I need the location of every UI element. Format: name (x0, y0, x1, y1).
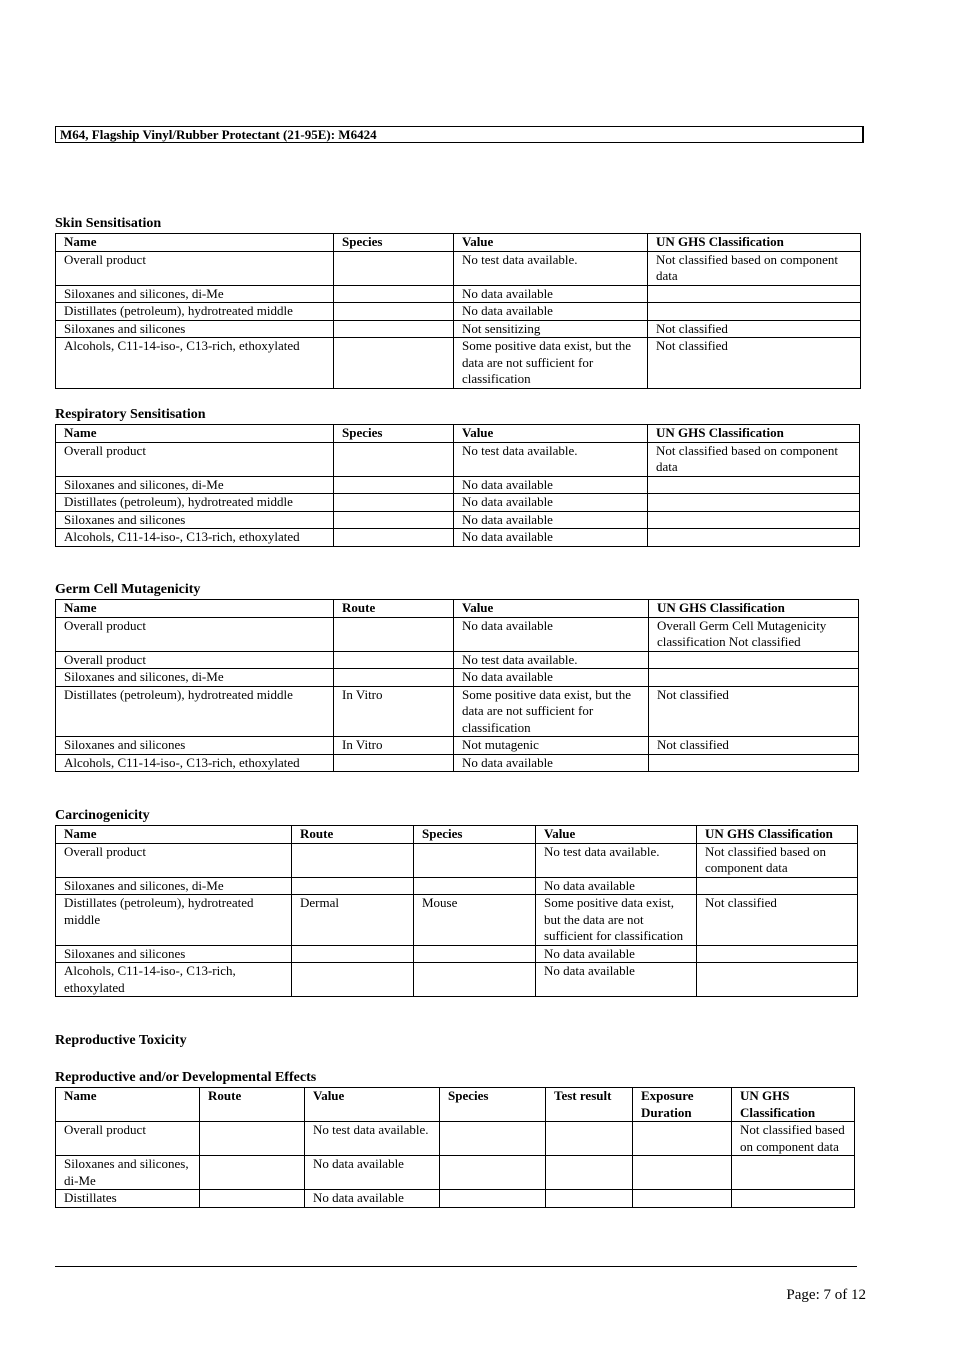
table-cell: Mouse (414, 895, 536, 946)
table-cell: Distillates (56, 1190, 200, 1208)
table-cell (200, 1190, 305, 1208)
germ-cell-mutagenicity-title: Germ Cell Mutagenicity (55, 582, 201, 597)
table-row (56, 251, 861, 285)
table-cell (334, 476, 454, 494)
table-cell: Distillates (petroleum), hydrotreated middle (56, 686, 334, 737)
table-cell (334, 511, 454, 529)
column-header: Name (56, 234, 334, 252)
table-cell: Siloxanes and silicones (56, 945, 292, 963)
table-cell (334, 285, 454, 303)
table-cell: Not classified (648, 320, 861, 338)
table-cell: Distillates (petroleum), hydrotreated middle (56, 895, 292, 946)
table-cell (697, 877, 858, 895)
page-number: Page: 7 of 12 (786, 1287, 866, 1303)
table-header-row (56, 600, 859, 618)
carcinogenicity-table (55, 825, 858, 997)
table-row (56, 945, 858, 963)
table-cell (732, 1190, 855, 1208)
table-cell (334, 617, 454, 651)
table-row (56, 877, 858, 895)
table-cell: Not classified (648, 338, 861, 389)
table-row (56, 669, 859, 687)
table-cell: Dermal (292, 895, 414, 946)
table-row (56, 963, 858, 997)
table-cell (648, 303, 861, 321)
table-header-row (56, 234, 861, 252)
table-cell (697, 963, 858, 997)
table-cell: Siloxanes and silicones, di-Me (56, 476, 334, 494)
table-cell: In Vitro (334, 686, 454, 737)
column-header: Route (200, 1088, 305, 1122)
column-header: Test result (546, 1088, 633, 1122)
table-cell: Siloxanes and silicones (56, 737, 334, 755)
table-row (56, 617, 859, 651)
table-cell (200, 1156, 305, 1190)
table-row (56, 338, 861, 389)
table-cell (546, 1190, 633, 1208)
table-cell (440, 1122, 546, 1156)
respiratory-sensitisation-table (55, 424, 860, 547)
table-cell: Not mutagenic (454, 737, 649, 755)
table-row (56, 686, 859, 737)
column-header: UN GHS Classification (649, 600, 859, 618)
column-header: Value (454, 600, 649, 618)
table-cell: Not classified (649, 737, 859, 755)
table-cell: Overall product (56, 617, 334, 651)
table-cell: Distillates (petroleum), hydrotreated middle (56, 303, 334, 321)
table-cell (649, 669, 859, 687)
table-cell (648, 529, 860, 547)
table-cell: Not classified based on component data (732, 1122, 855, 1156)
table-cell: Alcohols, C11-14-iso-, C13-rich, ethoxylated (56, 338, 334, 389)
table-cell (414, 877, 536, 895)
table-cell: Siloxanes and silicones, di-Me (56, 669, 334, 687)
respiratory-sensitisation-title: Respiratory Sensitisation (55, 407, 206, 422)
column-header: Value (454, 425, 648, 443)
column-header: Name (56, 600, 334, 618)
table-cell: Some positive data exist, but the data are not sufficient for classification (536, 895, 697, 946)
column-header: Species (334, 425, 454, 443)
skin-sensitisation-title: Skin Sensitisation (55, 216, 162, 231)
table-row (56, 1156, 855, 1190)
column-header: Species (334, 234, 454, 252)
table-cell: Alcohols, C11-14-iso-, C13-rich, ethoxylated (56, 529, 334, 547)
table-cell: No test data available. (454, 651, 649, 669)
table-cell (334, 651, 454, 669)
table-cell: Not classified (697, 895, 858, 946)
table-cell: No test data available. (305, 1122, 440, 1156)
table-cell: No data available (454, 494, 648, 512)
reproductive-effects-title: Reproductive and/or Developmental Effects (55, 1070, 317, 1085)
table-header-row (56, 826, 858, 844)
column-header: UN GHS Classification (648, 234, 861, 252)
column-header: Species (440, 1088, 546, 1122)
table-cell: No data available (454, 303, 648, 321)
table-cell: Not classified based on component data (648, 251, 861, 285)
table-row (56, 494, 860, 512)
table-cell: No data available (454, 669, 649, 687)
table-cell: No data available (536, 945, 697, 963)
table-cell: No data available (536, 963, 697, 997)
table-cell: Some positive data exist, but the data are not sufficient for classification (454, 338, 648, 389)
table-cell (334, 303, 454, 321)
table-row (56, 529, 860, 547)
table-cell (414, 963, 536, 997)
skin-sensitisation-table (55, 233, 861, 389)
column-header: UN GHS Classification (697, 826, 858, 844)
table-cell (649, 651, 859, 669)
table-cell (292, 945, 414, 963)
table-row (56, 1122, 855, 1156)
table-cell (292, 877, 414, 895)
table-row (56, 442, 860, 476)
table-cell: No data available (305, 1156, 440, 1190)
table-cell (633, 1156, 732, 1190)
column-header: UN GHS Classification (648, 425, 860, 443)
table-header-row (56, 425, 860, 443)
table-cell (414, 945, 536, 963)
column-header: Route (292, 826, 414, 844)
table-cell (648, 285, 861, 303)
table-cell: Siloxanes and silicones (56, 320, 334, 338)
table-cell (546, 1122, 633, 1156)
table-cell (334, 754, 454, 772)
table-cell: Overall product (56, 843, 292, 877)
column-header: Exposure Duration (633, 1088, 732, 1122)
table-header-row (56, 1088, 855, 1122)
table-cell (732, 1156, 855, 1190)
table-cell (633, 1190, 732, 1208)
table-cell (648, 511, 860, 529)
table-cell (334, 494, 454, 512)
table-cell (334, 251, 454, 285)
table-cell: Alcohols, C11-14-iso-, C13-rich, ethoxylated (56, 754, 334, 772)
table-cell: No data available (454, 476, 648, 494)
table-cell (440, 1156, 546, 1190)
table-row (56, 320, 861, 338)
table-cell: No data available (454, 529, 648, 547)
table-cell: Some positive data exist, but the data are not sufficient for classification (454, 686, 649, 737)
table-cell (648, 494, 860, 512)
table-cell (334, 442, 454, 476)
table-row (56, 303, 861, 321)
column-header: Route (334, 600, 454, 618)
column-header: UN GHS Classification (732, 1088, 855, 1122)
table-cell (546, 1156, 633, 1190)
footer-divider (55, 1266, 857, 1267)
table-cell (200, 1122, 305, 1156)
table-cell: Not sensitizing (454, 320, 648, 338)
product-title: M64, Flagship Vinyl/Rubber Protectant (21-95E): M6424 (55, 126, 864, 143)
reproductive-toxicity-title: Reproductive Toxicity (55, 1033, 187, 1048)
table-cell (649, 754, 859, 772)
table-cell: Overall Germ Cell Mutagenicity classification Not classified (649, 617, 859, 651)
column-header: Value (536, 826, 697, 844)
table-cell (334, 529, 454, 547)
table-cell: Overall product (56, 651, 334, 669)
column-header: Species (414, 826, 536, 844)
table-cell (292, 843, 414, 877)
table-cell: In Vitro (334, 737, 454, 755)
column-header: Value (305, 1088, 440, 1122)
table-cell (414, 843, 536, 877)
table-cell: Overall product (56, 442, 334, 476)
table-cell: No data available (454, 754, 649, 772)
table-cell: Siloxanes and silicones (56, 511, 334, 529)
table-cell: Not classified (649, 686, 859, 737)
table-cell: No test data available. (454, 251, 648, 285)
table-cell (697, 945, 858, 963)
table-cell: Siloxanes and silicones, di-Me (56, 877, 292, 895)
table-row (56, 651, 859, 669)
table-cell: Siloxanes and silicones, di-Me (56, 1156, 200, 1190)
table-row (56, 737, 859, 755)
column-header: Name (56, 826, 292, 844)
table-row (56, 476, 860, 494)
table-cell: Not classified based on component data (648, 442, 860, 476)
table-cell: Overall product (56, 251, 334, 285)
table-cell (334, 320, 454, 338)
table-cell (292, 963, 414, 997)
table-cell: Siloxanes and silicones, di-Me (56, 285, 334, 303)
table-cell (334, 338, 454, 389)
table-cell: No test data available. (536, 843, 697, 877)
column-header: Name (56, 1088, 200, 1122)
table-row (56, 754, 859, 772)
table-row (56, 511, 860, 529)
table-cell (648, 476, 860, 494)
table-cell: Alcohols, C11-14-iso-, C13-rich, ethoxylated (56, 963, 292, 997)
table-cell: No data available (454, 617, 649, 651)
column-header: Name (56, 425, 334, 443)
table-cell (440, 1190, 546, 1208)
table-cell (633, 1122, 732, 1156)
table-row (56, 1190, 855, 1208)
table-cell: Not classified based on component data (697, 843, 858, 877)
table-cell: No data available (454, 285, 648, 303)
table-cell: No data available (536, 877, 697, 895)
table-cell: Distillates (petroleum), hydrotreated middle (56, 494, 334, 512)
table-row (56, 895, 858, 946)
table-cell: Overall product (56, 1122, 200, 1156)
table-row (56, 285, 861, 303)
reproductive-effects-table (55, 1087, 855, 1208)
table-cell: No data available (454, 511, 648, 529)
carcinogenicity-title: Carcinogenicity (55, 808, 150, 823)
table-cell: No data available (305, 1190, 440, 1208)
germ-cell-mutagenicity-table (55, 599, 859, 772)
table-row (56, 843, 858, 877)
column-header: Value (454, 234, 648, 252)
table-cell: No test data available. (454, 442, 648, 476)
table-cell (334, 669, 454, 687)
